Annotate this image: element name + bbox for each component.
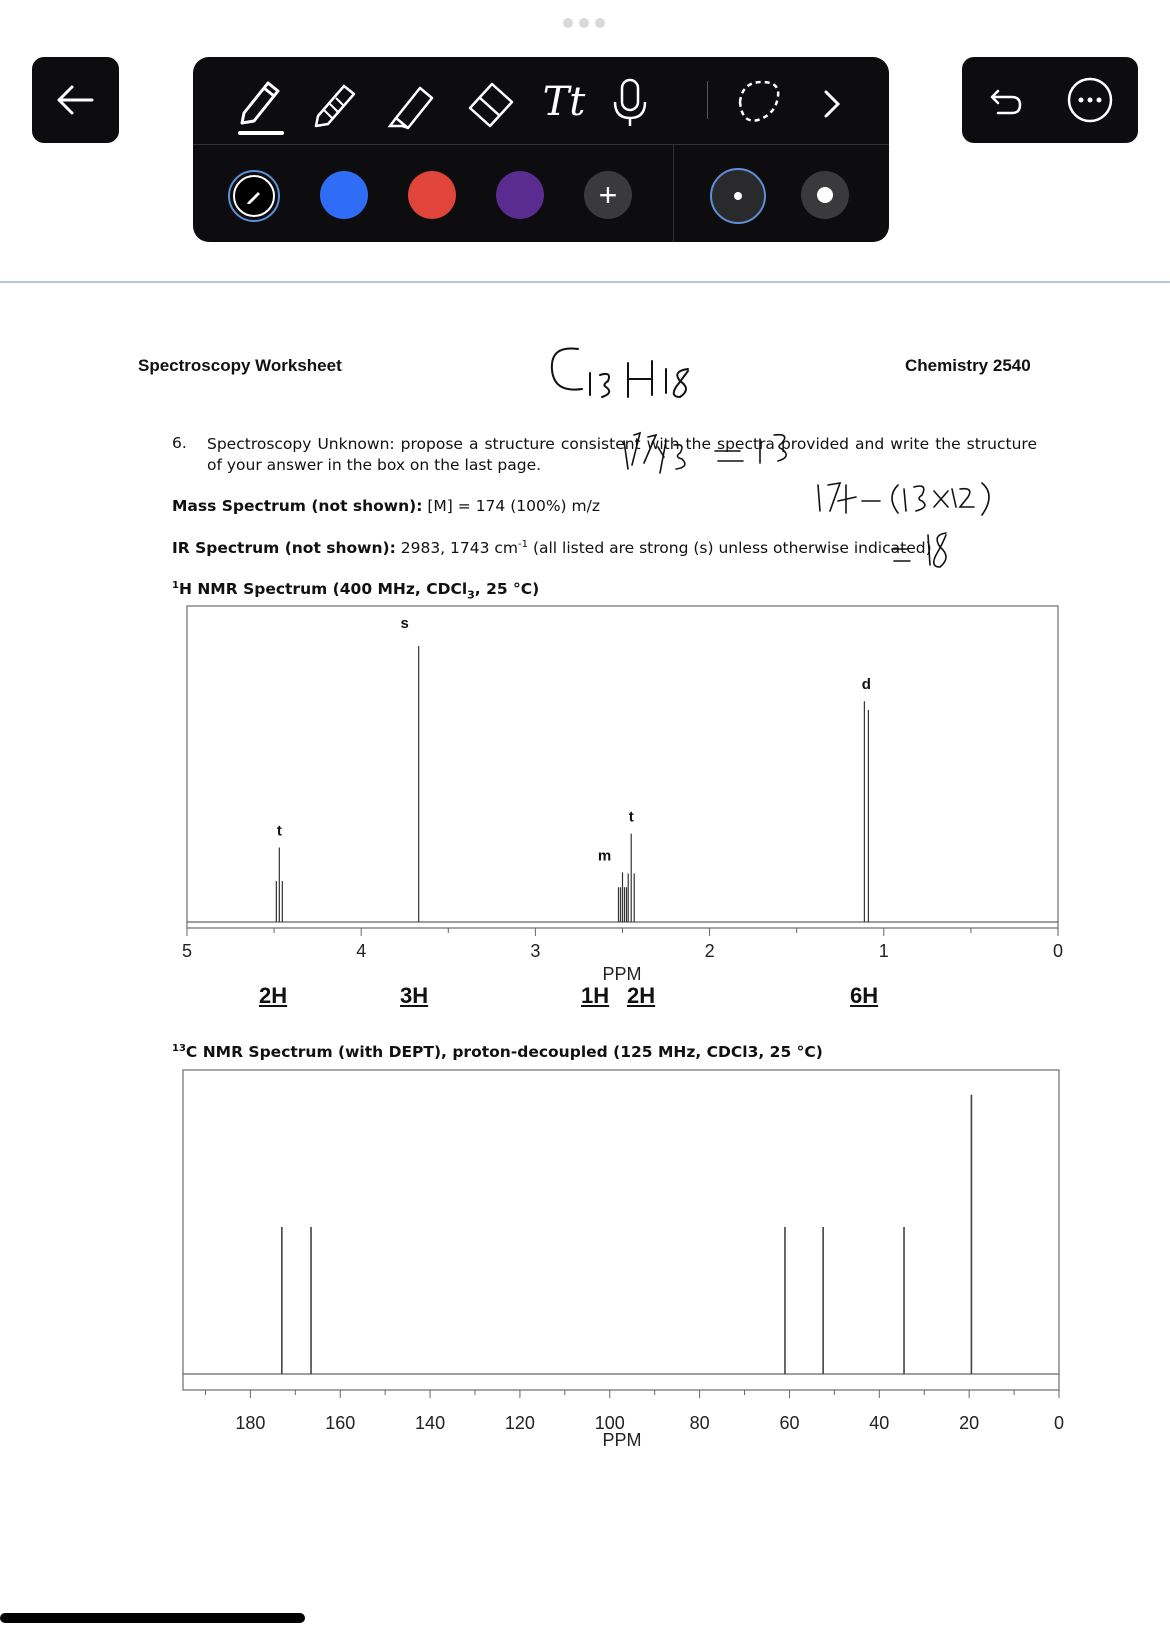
h-nmr-tick-label: 3 — [530, 941, 541, 961]
handwriting-calc2 — [818, 483, 989, 515]
h-nmr-tick-label: 1 — [878, 941, 889, 961]
eraser-icon — [462, 72, 518, 132]
h-nmr-tick-label: 4 — [356, 941, 367, 961]
h-nmr-title-text: H NMR Spectrum (400 MHz, CDCl — [178, 580, 468, 599]
c-nmr-frame — [183, 1070, 1059, 1390]
h-nmr-multiplicity-s: s — [400, 615, 409, 632]
undo-button[interactable] — [982, 77, 1032, 123]
plus-icon: + — [598, 177, 618, 213]
h-nmr-multiplicity-t: t — [276, 822, 282, 840]
color-swatch-purple[interactable] — [496, 171, 544, 219]
worksheet-title: Spectroscopy Worksheet — [138, 356, 342, 375]
handwriting-calc1 — [624, 433, 786, 473]
course-name: Chemistry 2540 — [905, 356, 1031, 375]
h-nmr-tick-label: 0 — [1052, 941, 1064, 961]
back-arrow-icon — [32, 57, 119, 143]
h-nmr-multiplicity-t: t — [628, 808, 634, 826]
c-nmr-spectrum — [170, 1062, 1070, 1462]
c-nmr-title — [172, 1043, 823, 1061]
h-nmr-tick-label: 2 — [704, 941, 715, 961]
color-swatch-red[interactable] — [408, 171, 456, 219]
integration-2h-left: 2H — [259, 983, 288, 1008]
h-nmr-title-tail: , 25 °C) — [474, 580, 540, 599]
question-text: Spectroscopy Unknown: propose a structure consistent with the spectra provided and write the structure of your answer in the box on the last page. — [207, 435, 1037, 474]
mass-spectrum-line — [172, 497, 600, 515]
window-grabber[interactable] — [563, 18, 609, 28]
c-nmr-tick-label: 100 — [594, 1413, 625, 1433]
c-nmr-tick-label: 0 — [1053, 1413, 1065, 1433]
pen-icon — [230, 67, 286, 137]
integration-3h: 3H — [400, 983, 429, 1008]
integration-1h: 1H — [581, 983, 610, 1008]
chevron-right-icon — [812, 72, 852, 132]
c-nmr-tick-label: 140 — [415, 1413, 446, 1433]
handwriting-calc3 — [892, 533, 946, 567]
ir-spectrum-label: IR Spectrum (not shown): — [172, 539, 396, 558]
c-nmr-tick-label: 120 — [504, 1413, 535, 1433]
text-tool-label: Tt — [542, 79, 586, 125]
h-nmr-superscript: 1 — [172, 580, 179, 591]
c-nmr-tick-label: 80 — [689, 1413, 710, 1433]
h-nmr-tick-label: 5 — [181, 941, 193, 961]
color-swatch-blue[interactable] — [320, 171, 368, 219]
drawing-toolbar — [193, 57, 889, 242]
toolbar-row-divider — [193, 144, 889, 145]
highlighter-icon — [384, 72, 440, 132]
eraser-tool[interactable] — [459, 67, 521, 137]
lasso-tool[interactable] — [727, 67, 789, 137]
integration-2h-right: 2H — [627, 983, 656, 1008]
c-nmr-tick-label: 160 — [325, 1413, 356, 1433]
toolbar-divider — [707, 81, 708, 119]
back-button[interactable] — [32, 57, 119, 143]
h-nmr-multiplicity-d: d — [861, 676, 871, 694]
h-nmr-xlabel: PPM — [602, 964, 642, 984]
lasso-icon — [730, 72, 786, 132]
mass-spectrum-label: Mass Spectrum (not shown): — [172, 497, 423, 515]
home-indicator[interactable] — [0, 1613, 305, 1623]
edit-pen-icon — [243, 185, 265, 207]
toolbar-column-divider — [673, 145, 674, 242]
pen-tool[interactable] — [227, 67, 289, 137]
c-nmr-tick-label: 20 — [959, 1413, 980, 1433]
microphone-icon — [605, 72, 655, 132]
c-nmr-tick-label: 40 — [869, 1413, 890, 1433]
top-right-actions — [962, 57, 1138, 143]
ir-spectrum-rest: (all listed are strong (s) unless otherwise indicated) — [528, 539, 932, 558]
text-tool[interactable] — [533, 67, 595, 137]
color-swatch-black-selected[interactable] — [228, 170, 280, 222]
question-number: 6. — [172, 434, 187, 452]
h-nmr-title: $^1$H NMR Spectrum (400 MHz, CDCl$_3$, 25 °C) — [172, 580, 540, 602]
c-nmr-tick-label: 180 — [235, 1413, 266, 1433]
microphone-tool[interactable] — [599, 67, 661, 137]
handwriting-layer — [540, 335, 1100, 585]
c-nmr-tick-label: 60 — [779, 1413, 800, 1433]
mass-spectrum-value: [M] = 174 (100%) m/z — [422, 497, 600, 515]
c-nmr-superscript: 13 — [172, 1043, 186, 1054]
c-nmr-title-text: C NMR Spectrum (with DEPT), proton-decoupled (125 MHz, CDCl3, 25 °C) — [185, 1043, 823, 1062]
c-nmr-xlabel: PPM — [602, 1430, 642, 1450]
handwriting-formula — [552, 348, 688, 397]
pencil-tool[interactable] — [303, 67, 365, 137]
canvas-top-divider — [0, 281, 1170, 283]
h-nmr-spectrum — [170, 600, 1070, 1020]
highlighter-tool[interactable] — [381, 67, 443, 137]
integration-6h: 6H — [850, 983, 879, 1008]
pencil-icon — [306, 72, 362, 132]
stroke-size-small-selected[interactable] — [710, 168, 766, 224]
more-tools-button[interactable] — [801, 67, 863, 137]
more-options-icon — [1066, 76, 1114, 124]
add-color-button[interactable] — [584, 171, 632, 219]
more-options-button[interactable] — [1066, 76, 1114, 124]
h-nmr-multiplicity-m: m — [597, 847, 612, 865]
ir-unit-superscript: -1 — [518, 539, 529, 550]
ir-spectrum-value: 2983, 1743 cm — [395, 539, 519, 558]
stroke-size-large[interactable] — [801, 171, 849, 219]
undo-icon — [982, 77, 1032, 123]
